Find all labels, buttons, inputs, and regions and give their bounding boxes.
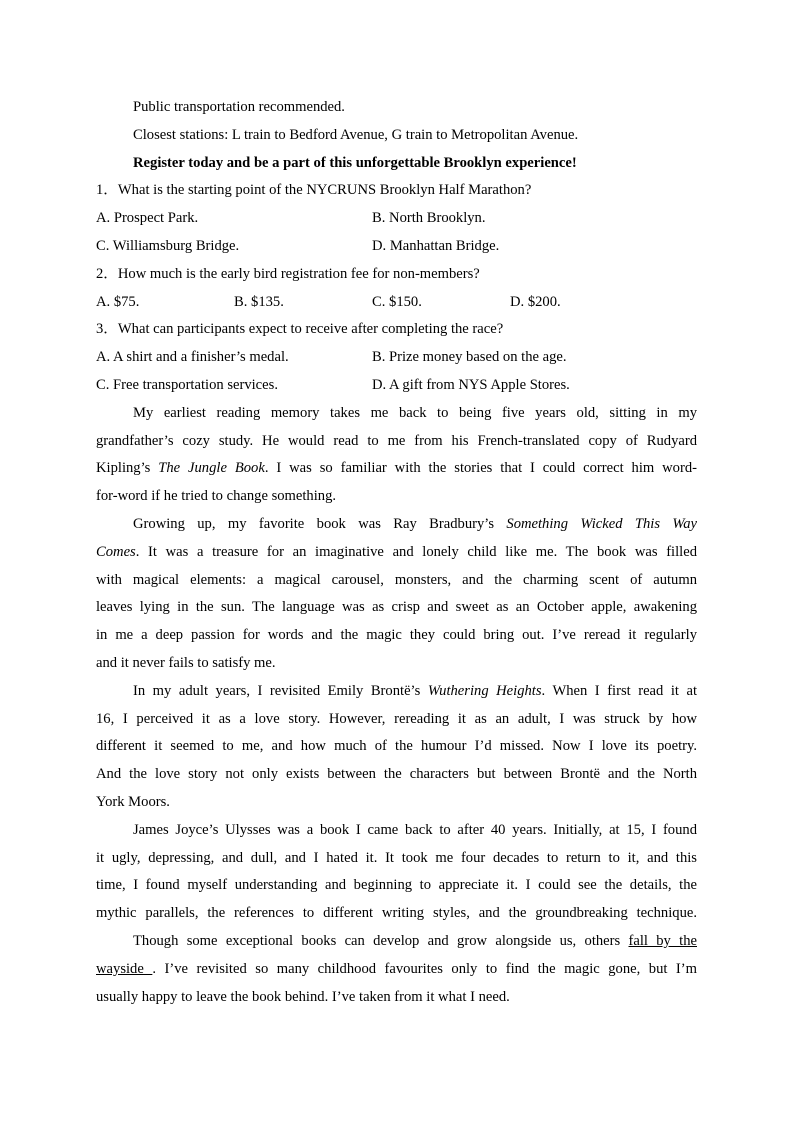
passage-p2-line-2 xyxy=(96,539,697,567)
book-title-wuthering-heights: Wuthering Heights xyxy=(427,682,542,699)
passage-p2-line-4: leaves lying in the sun. The language was as crisp and sweet as an October apple, awakening xyxy=(96,599,697,616)
question-3-options-row-2 xyxy=(96,372,697,400)
question-3-options-row-1 xyxy=(96,344,697,372)
ad-transport-note: Public transportation recommended. xyxy=(133,99,345,115)
passage-p2-line-5: in me a deep passion for words and the magic they could bring out. I’ve reread it regularly xyxy=(96,627,697,644)
passage-p4-line-3: time, I found myself understanding and beginning to appreciate it. I could see the details, the xyxy=(96,877,697,894)
question-2-option-d: D. $200. xyxy=(510,293,561,310)
question-1-options-row-1 xyxy=(96,205,697,233)
question-1-option-c: C. Williamsburg Bridge. xyxy=(96,237,240,254)
question-3-option-d: D. A gift from NYS Apple Stores. xyxy=(372,376,570,393)
passage-p5-line-2 xyxy=(96,956,697,984)
question-2-option-c: C. $150. xyxy=(372,293,422,310)
passage-p1-line-3-text-b: . I was so familiar with the stories that I could correct him word- xyxy=(264,460,697,477)
question-1-stem: 1．What is the starting point of the NYCRUNS Brooklyn Half Marathon? xyxy=(96,182,532,199)
passage-p3-line-4: And the love story not only exists between the characters but between Brontë and the North xyxy=(96,766,697,783)
passage-p1-line-3-text-a: Kipling’s xyxy=(96,460,159,477)
passage-p5-line-1-text: Though some exceptional books can develop and grow alongside us, others xyxy=(133,932,629,949)
passage-p4-line-1: James Joyce’s Ulysses was a book I came back to after 40 years. Initially, at 15, I found xyxy=(133,821,697,838)
question-2-option-b: B. $135. xyxy=(234,293,284,310)
passage-p2-line-1-text: Growing up, my favorite book was Ray Bradbury’s xyxy=(133,515,507,532)
passage-p3-line-1 xyxy=(96,678,697,706)
question-2-options-row xyxy=(96,289,697,317)
passage-p3-line-1-text-b: . When I first read it at xyxy=(541,682,697,699)
passage-p2-line-1 xyxy=(96,511,697,539)
question-3-stem: 3．What can participants expect to receive after completing the race? xyxy=(96,321,504,338)
passage-p4-line-2: it ugly, depressing, and dull, and I hated it. It took me four decades to return to it, and this xyxy=(96,849,697,866)
ad-closest-stations: Closest stations: L train to Bedford Avenue, G train to Metropolitan Avenue. xyxy=(133,126,579,143)
passage-p1-line-4: for-word if he tried to change something. xyxy=(96,488,337,505)
question-2-option-a: A. $75. xyxy=(96,293,140,310)
passage-p4-line-4: mythic parallels, the references to different writing styles, and the groundbreaking technique. xyxy=(96,905,697,922)
passage-p3-line-1-text-a: In my adult years, I revisited Emily Brontë’s xyxy=(133,682,428,699)
document-page xyxy=(96,94,697,1011)
passage-p5-line-1 xyxy=(96,928,697,956)
passage-p3-line-5: York Moors. xyxy=(96,793,170,810)
ad-register-callout: Register today and be a part of this unforgettable Brooklyn experience! xyxy=(133,154,577,171)
underlined-phrase-wayside: wayside xyxy=(96,960,153,977)
question-3-option-c: C. Free transportation services. xyxy=(96,376,278,393)
question-1-option-b: B. North Brooklyn. xyxy=(372,210,486,227)
book-title-jungle-book: The Jungle Book xyxy=(158,460,265,477)
book-title-comes: Comes xyxy=(96,543,136,560)
passage-p1-line-2: grandfather’s cozy study. He would read to me from his French-translated copy of Rudyard xyxy=(96,432,697,449)
passage-p1-line-3 xyxy=(96,455,697,483)
question-1-option-a: A. Prospect Park. xyxy=(96,210,199,227)
question-2-stem: 2．How much is the early bird registration fee for non-members? xyxy=(96,265,480,282)
passage-p2-line-3: with magical elements: a magical carousel, monsters, and the charming scent of autumn xyxy=(96,571,697,588)
underlined-phrase-fall-by-the: fall by the xyxy=(628,932,697,949)
passage-p3-line-2: 16, I perceived it as a love story. However, rereading it as an adult, I was struck by how xyxy=(96,710,697,727)
passage-p5-line-3: usually happy to leave the book behind. I’ve taken from it what I need. xyxy=(96,988,510,1005)
passage-p3-line-3: different it seemed to me, and how much of the humour I’d missed. Now I love its poetry. xyxy=(96,738,697,755)
passage-p1-line-1: My earliest reading memory takes me back to being five years old, sitting in my xyxy=(133,404,697,421)
book-title-something-wicked: Something Wicked This Way xyxy=(506,515,697,532)
passage-p2-line-6: and it never fails to satisfy me. xyxy=(96,654,276,671)
question-1-option-d: D. Manhattan Bridge. xyxy=(372,237,500,254)
question-1-options-row-2 xyxy=(96,233,697,261)
passage-p5-line-2-text: . I’ve revisited so many childhood favourites only to find the magic gone, but I’m xyxy=(152,960,697,977)
question-3-option-b: B. Prize money based on the age. xyxy=(372,349,567,366)
passage-p2-line-2-text: . It was a treasure for an imaginative and lonely child like me. The book was filled xyxy=(135,543,697,560)
question-3-option-a: A. A shirt and a finisher’s medal. xyxy=(96,349,289,366)
